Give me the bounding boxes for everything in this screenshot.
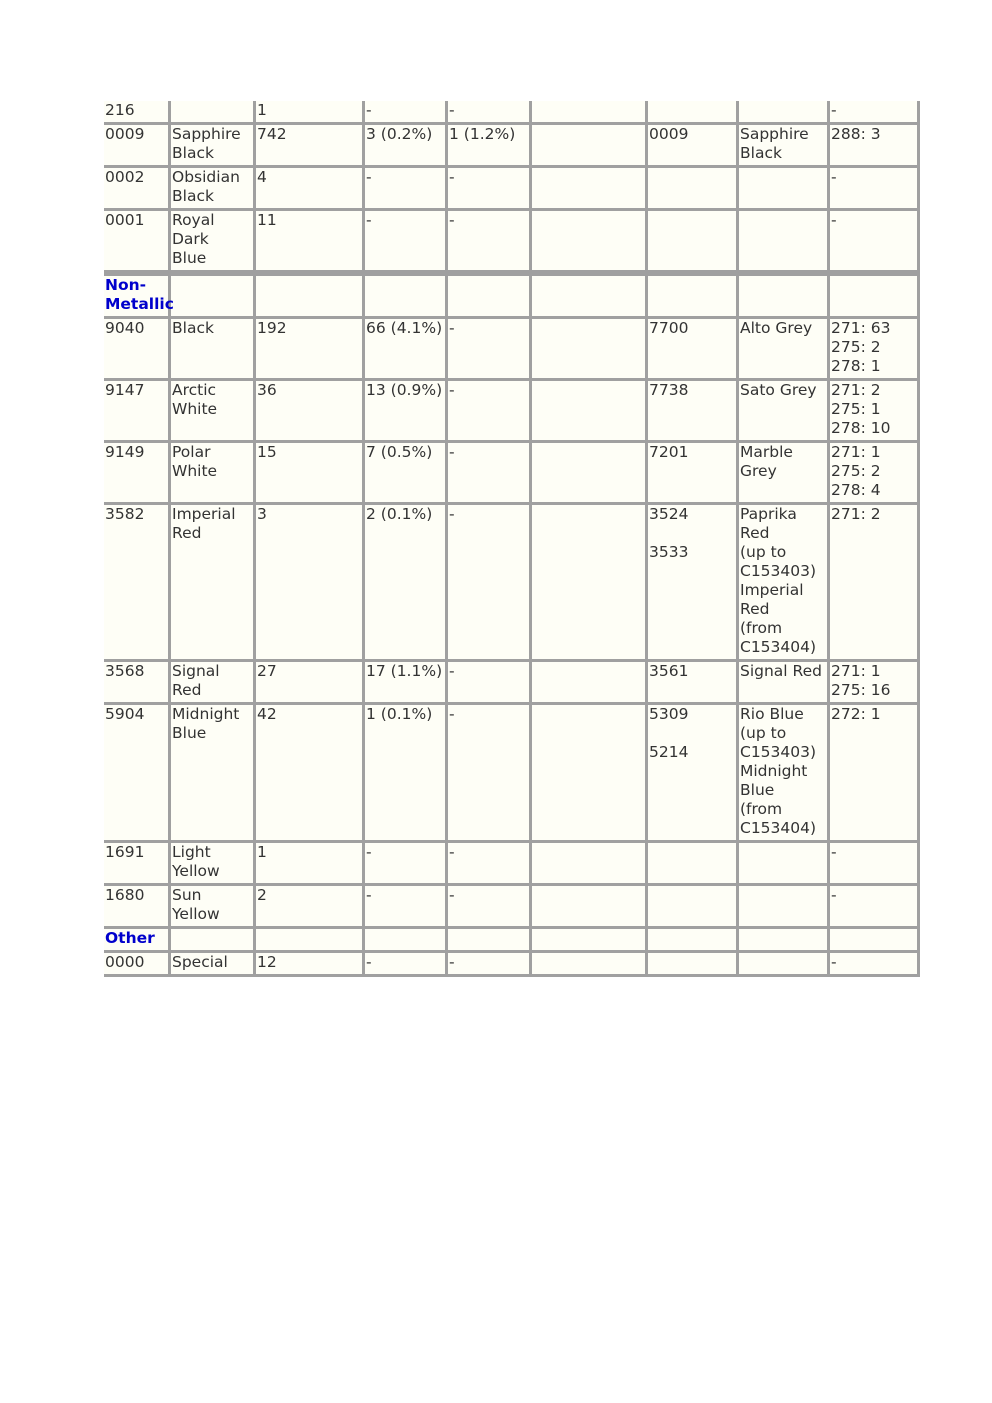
paint-name: Sapphire Black bbox=[171, 125, 256, 168]
count-b: - bbox=[448, 953, 532, 977]
table-row bbox=[104, 101, 920, 125]
count-b: - bbox=[448, 381, 532, 443]
count-a: - bbox=[365, 211, 448, 273]
section-heading: Other bbox=[104, 929, 171, 953]
table-row bbox=[104, 168, 920, 211]
count-a: - bbox=[365, 101, 448, 125]
paint-name: Black bbox=[171, 319, 256, 381]
quantity: 2 bbox=[256, 886, 365, 929]
underbody-name bbox=[739, 953, 830, 977]
quantity: 12 bbox=[256, 953, 365, 977]
empty-cell bbox=[532, 843, 648, 886]
count-a: 17 (1.1%) bbox=[365, 662, 448, 705]
count-b: - bbox=[448, 505, 532, 662]
table-row bbox=[104, 381, 920, 443]
empty-cell bbox=[532, 101, 648, 125]
paint-code: 1680 bbox=[104, 886, 171, 929]
underbody-code bbox=[648, 101, 739, 125]
notes: 272: 1 bbox=[830, 705, 920, 843]
section-row-other bbox=[104, 929, 920, 953]
underbody-code: 7201 bbox=[648, 443, 739, 505]
notes: 271: 63 275: 2 278: 1 bbox=[830, 319, 920, 381]
empty-cell bbox=[532, 319, 648, 381]
empty-cell bbox=[532, 211, 648, 273]
count-b: - bbox=[448, 211, 532, 273]
table-row bbox=[104, 886, 920, 929]
empty-cell bbox=[532, 443, 648, 505]
table-row bbox=[104, 211, 920, 273]
count-b: - bbox=[448, 705, 532, 843]
paint-name: Obsidian Black bbox=[171, 168, 256, 211]
section-row-non-metallic bbox=[104, 273, 920, 319]
notes: - bbox=[830, 886, 920, 929]
empty-cell bbox=[532, 953, 648, 977]
empty-cell bbox=[532, 505, 648, 662]
paint-code: 3568 bbox=[104, 662, 171, 705]
count-a: 13 (0.9%) bbox=[365, 381, 448, 443]
count-a: 7 (0.5%) bbox=[365, 443, 448, 505]
underbody-code-b: 5214 bbox=[649, 743, 689, 761]
underbody-code: 3561 bbox=[648, 662, 739, 705]
notes: 271: 2 bbox=[830, 505, 920, 662]
count-b: - bbox=[448, 662, 532, 705]
paint-name bbox=[171, 101, 256, 125]
count-b: - bbox=[448, 843, 532, 886]
underbody-code: 7738 bbox=[648, 381, 739, 443]
paint-code: 9147 bbox=[104, 381, 171, 443]
paint-name: Polar White bbox=[171, 443, 256, 505]
quantity: 42 bbox=[256, 705, 365, 843]
empty-cell bbox=[532, 168, 648, 211]
underbody-code-b: 3533 bbox=[649, 543, 689, 561]
count-b: - bbox=[448, 319, 532, 381]
count-a: 66 (4.1%) bbox=[365, 319, 448, 381]
table-row bbox=[104, 319, 920, 381]
underbody-code: 7700 bbox=[648, 319, 739, 381]
underbody-code-a: 3524 bbox=[649, 505, 689, 523]
paint-code: 9149 bbox=[104, 443, 171, 505]
quantity: 742 bbox=[256, 125, 365, 168]
underbody-code bbox=[648, 168, 739, 211]
empty-cell bbox=[532, 886, 648, 929]
quantity: 4 bbox=[256, 168, 365, 211]
underbody-code: 0009 bbox=[648, 125, 739, 168]
underbody-name: Paprika Red (up to C153403) Imperial Red (from C153404) bbox=[739, 505, 830, 662]
paint-name: Midnight Blue bbox=[171, 705, 256, 843]
underbody-name bbox=[739, 101, 830, 125]
paint-code: 0002 bbox=[104, 168, 171, 211]
paint-code: 0000 bbox=[104, 953, 171, 977]
paint-code: 3582 bbox=[104, 505, 171, 662]
quantity: 1 bbox=[256, 101, 365, 125]
count-b: - bbox=[448, 168, 532, 211]
notes: 271: 1 275: 16 bbox=[830, 662, 920, 705]
notes: - bbox=[830, 953, 920, 977]
count-a: - bbox=[365, 168, 448, 211]
underbody-code bbox=[648, 505, 739, 662]
section-heading: Non- Metallic bbox=[104, 273, 171, 319]
table-row bbox=[104, 443, 920, 505]
quantity: 15 bbox=[256, 443, 365, 505]
empty-cell bbox=[532, 705, 648, 843]
notes: - bbox=[830, 211, 920, 273]
paint-code: 0009 bbox=[104, 125, 171, 168]
paint-name: Arctic White bbox=[171, 381, 256, 443]
table-row bbox=[104, 662, 920, 705]
count-a: - bbox=[365, 886, 448, 929]
paint-colour-table bbox=[104, 101, 920, 977]
quantity: 3 bbox=[256, 505, 365, 662]
underbody-name bbox=[739, 168, 830, 211]
paint-code: 0001 bbox=[104, 211, 171, 273]
quantity: 36 bbox=[256, 381, 365, 443]
paint-name: Royal Dark Blue bbox=[171, 211, 256, 273]
underbody-code-a: 5309 bbox=[649, 705, 689, 723]
quantity: 192 bbox=[256, 319, 365, 381]
underbody-name bbox=[739, 211, 830, 273]
underbody-name: Rio Blue (up to C153403) Midnight Blue (from C153404) bbox=[739, 705, 830, 843]
underbody-name bbox=[739, 843, 830, 886]
paint-code: 5904 bbox=[104, 705, 171, 843]
notes: 288: 3 bbox=[830, 125, 920, 168]
underbody-code bbox=[648, 211, 739, 273]
quantity: 27 bbox=[256, 662, 365, 705]
empty-cell bbox=[532, 125, 648, 168]
count-a: 1 (0.1%) bbox=[365, 705, 448, 843]
underbody-name: Sato Grey bbox=[739, 381, 830, 443]
count-a: - bbox=[365, 843, 448, 886]
table-row bbox=[104, 843, 920, 886]
underbody-code bbox=[648, 953, 739, 977]
underbody-code bbox=[648, 843, 739, 886]
paint-name: Light Yellow bbox=[171, 843, 256, 886]
quantity: 11 bbox=[256, 211, 365, 273]
paint-code: 9040 bbox=[104, 319, 171, 381]
underbody-name: Sapphire Black bbox=[739, 125, 830, 168]
table-row bbox=[104, 125, 920, 168]
count-a: 2 (0.1%) bbox=[365, 505, 448, 662]
notes: - bbox=[830, 843, 920, 886]
empty-cell bbox=[532, 381, 648, 443]
count-b: - bbox=[448, 443, 532, 505]
notes: - bbox=[830, 168, 920, 211]
paint-code: 1691 bbox=[104, 843, 171, 886]
notes: 271: 2 275: 1 278: 10 bbox=[830, 381, 920, 443]
underbody-code bbox=[648, 705, 739, 843]
paint-name: Signal Red bbox=[171, 662, 256, 705]
count-b: - bbox=[448, 101, 532, 125]
underbody-name bbox=[739, 886, 830, 929]
quantity: 1 bbox=[256, 843, 365, 886]
table-viewport bbox=[104, 101, 904, 971]
empty-cell bbox=[532, 662, 648, 705]
paint-name: Imperial Red bbox=[171, 505, 256, 662]
paint-name: Special bbox=[171, 953, 256, 977]
underbody-name: Marble Grey bbox=[739, 443, 830, 505]
table-row bbox=[104, 505, 920, 662]
count-b: 1 (1.2%) bbox=[448, 125, 532, 168]
table-row bbox=[104, 953, 920, 977]
notes: - bbox=[830, 101, 920, 125]
table-row bbox=[104, 705, 920, 843]
count-b: - bbox=[448, 886, 532, 929]
underbody-code bbox=[648, 886, 739, 929]
underbody-name: Signal Red bbox=[739, 662, 830, 705]
notes: 271: 1 275: 2 278: 4 bbox=[830, 443, 920, 505]
count-a: - bbox=[365, 953, 448, 977]
underbody-name: Alto Grey bbox=[739, 319, 830, 381]
count-a: 3 (0.2%) bbox=[365, 125, 448, 168]
paint-name: Sun Yellow bbox=[171, 886, 256, 929]
paint-code: 216 bbox=[104, 101, 171, 125]
